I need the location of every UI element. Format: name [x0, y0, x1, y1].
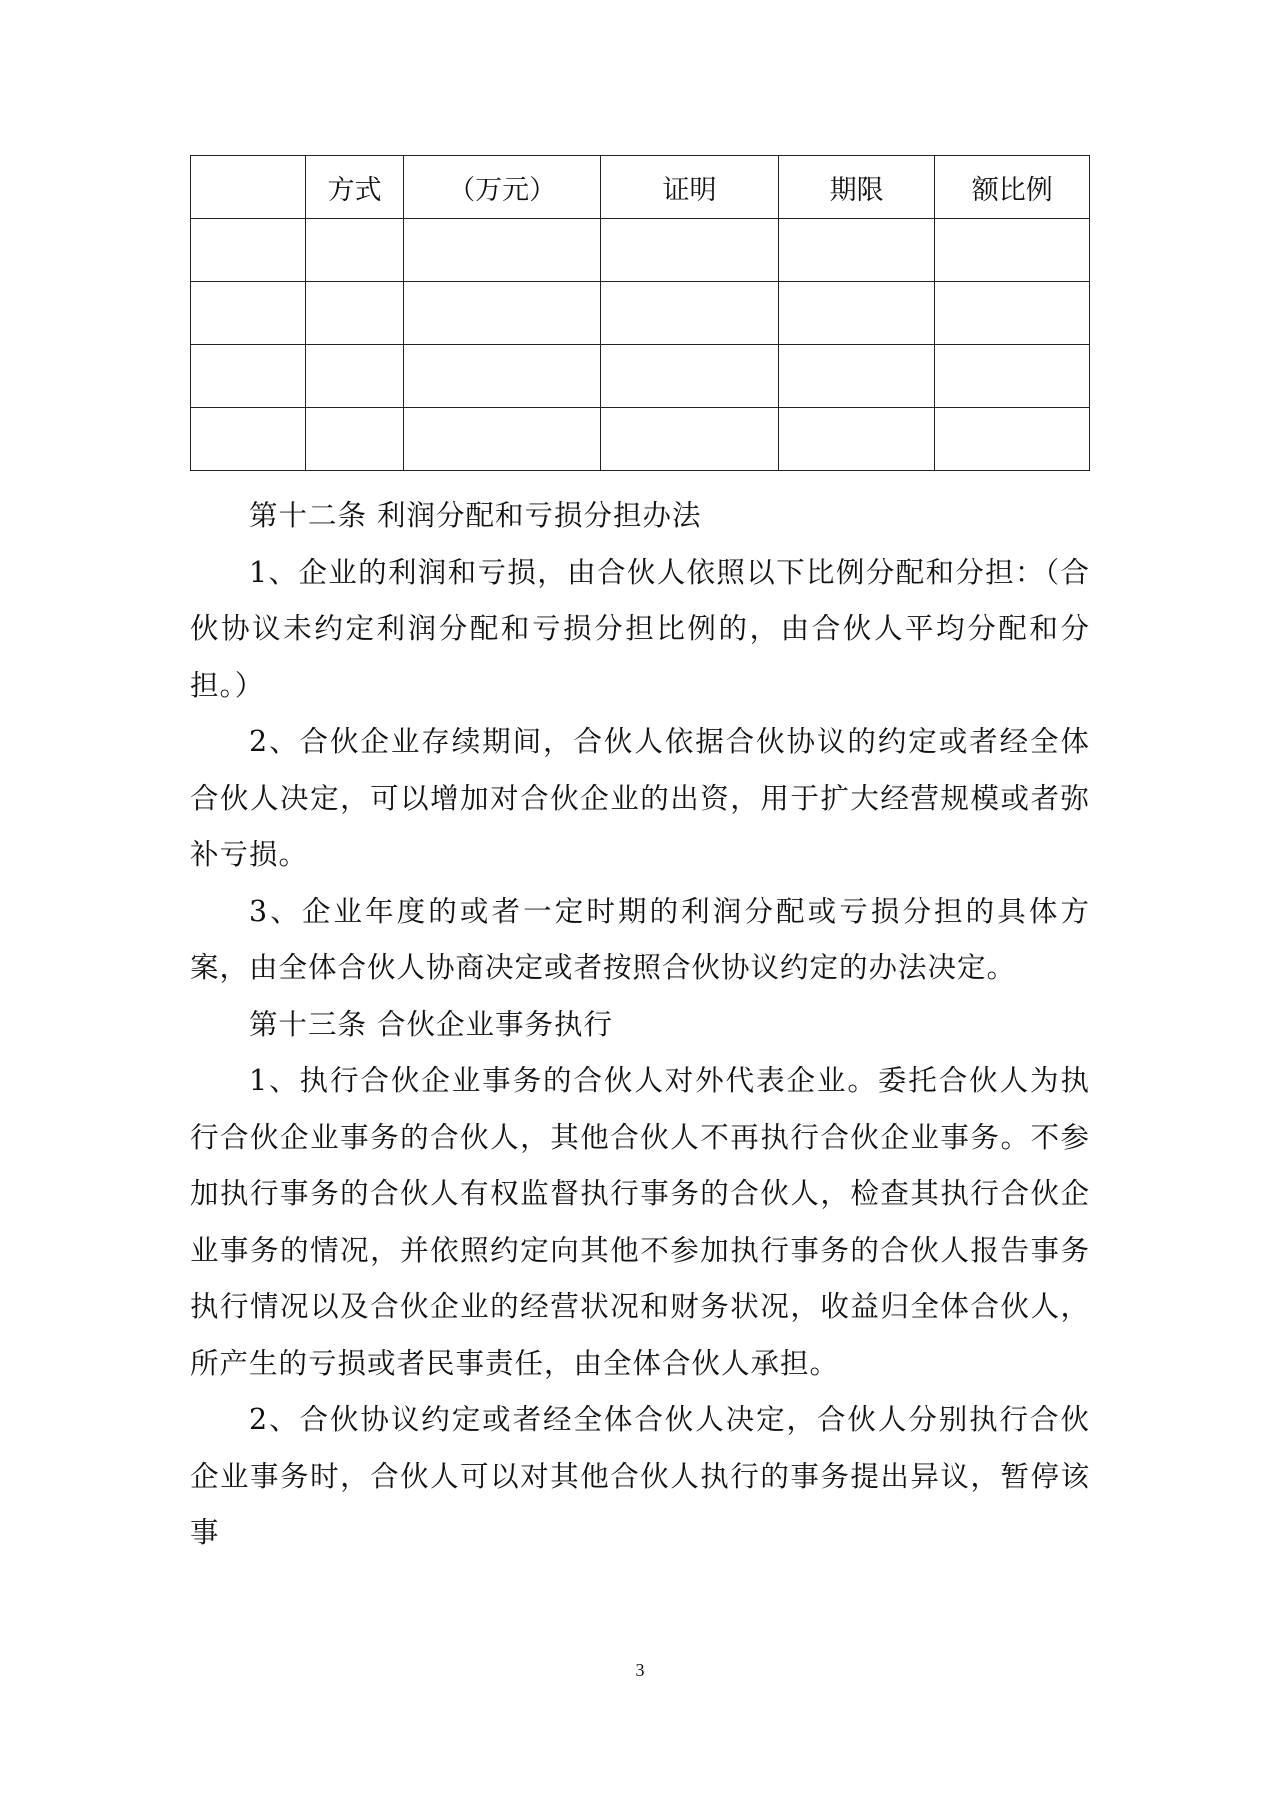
table-cell	[191, 282, 306, 345]
table-cell	[191, 345, 306, 408]
table-cell	[935, 408, 1090, 471]
table-cell	[404, 219, 601, 282]
table-row	[191, 282, 1090, 345]
table-cell	[778, 345, 935, 408]
table-cell	[935, 282, 1090, 345]
document-body	[190, 488, 1090, 1562]
table-header-cell	[191, 156, 306, 219]
table-cell	[778, 282, 935, 345]
table-cell	[191, 408, 306, 471]
article-12-clause-1: 1、企业的利润和亏损，由合伙人依照以下比例分配和分担：（合伙协议未约定利润分配和亏损分担比例的，由合伙人平均分配和分担。）	[190, 555, 1090, 702]
table-cell	[778, 219, 935, 282]
page-number: 3	[635, 1660, 645, 1680]
article-13-heading: 第十三条 合伙企业事务执行	[249, 1007, 614, 1041]
table-header-cell: 期限	[778, 156, 935, 219]
table-cell	[404, 408, 601, 471]
table-cell	[935, 219, 1090, 282]
table-cell	[306, 219, 404, 282]
table-cell	[601, 408, 779, 471]
table-cell	[306, 345, 404, 408]
table-cell	[404, 282, 601, 345]
contribution-table	[190, 155, 1090, 471]
table-cell	[601, 219, 779, 282]
table-row	[191, 408, 1090, 471]
article-13-clause-1: 1、执行合伙企业事务的合伙人对外代表企业。委托合伙人为执行合伙企业事务的合伙人，其他合伙人不再执行合伙企业事务。不参加执行事务的合伙人有权监督执行事务的合伙人，检查其执行合伙企业事务的情况，并依照约定向其他不参加执行事务的合伙人报告事务执行情况以及合伙企业的经营状况和财务状况，收益归全体合伙人，所产生的亏损或者民事责任，由全体合伙人承担。	[190, 1064, 1090, 1380]
table-row	[191, 345, 1090, 408]
table-header-cell: 方式	[306, 156, 404, 219]
table-cell	[404, 345, 601, 408]
table-row	[191, 219, 1090, 282]
table-cell	[191, 219, 306, 282]
article-12-clause-2: 2、合伙企业存续期间，合伙人依据合伙协议的约定或者经全体合伙人决定，可以增加对合伙企业的出资，用于扩大经营规模或者弥补亏损。	[190, 725, 1090, 871]
table-cell	[601, 345, 779, 408]
table-header-cell: 证明	[601, 156, 779, 219]
table-cell	[935, 345, 1090, 408]
table-cell	[306, 282, 404, 345]
table-cell	[306, 408, 404, 471]
article-13-clause-2: 2、合伙协议约定或者经全体合伙人决定，合伙人分别执行合伙企业事务时，合伙人可以对其他合伙人执行的事务提出异议，暂停该事	[190, 1403, 1090, 1549]
table-header-cell: 额比例	[935, 156, 1090, 219]
table-cell	[778, 408, 935, 471]
article-12-heading: 第十二条 利润分配和亏损分担办法	[249, 499, 702, 532]
article-12-clause-3: 3、企业年度的或者一定时期的利润分配或亏损分担的具体方案，由全体合伙人协商决定或者按照合伙协议约定的办法决定。	[190, 894, 1090, 984]
table-header-row	[191, 156, 1090, 219]
table-header-cell: （万元）	[404, 156, 601, 219]
table-cell	[601, 282, 779, 345]
